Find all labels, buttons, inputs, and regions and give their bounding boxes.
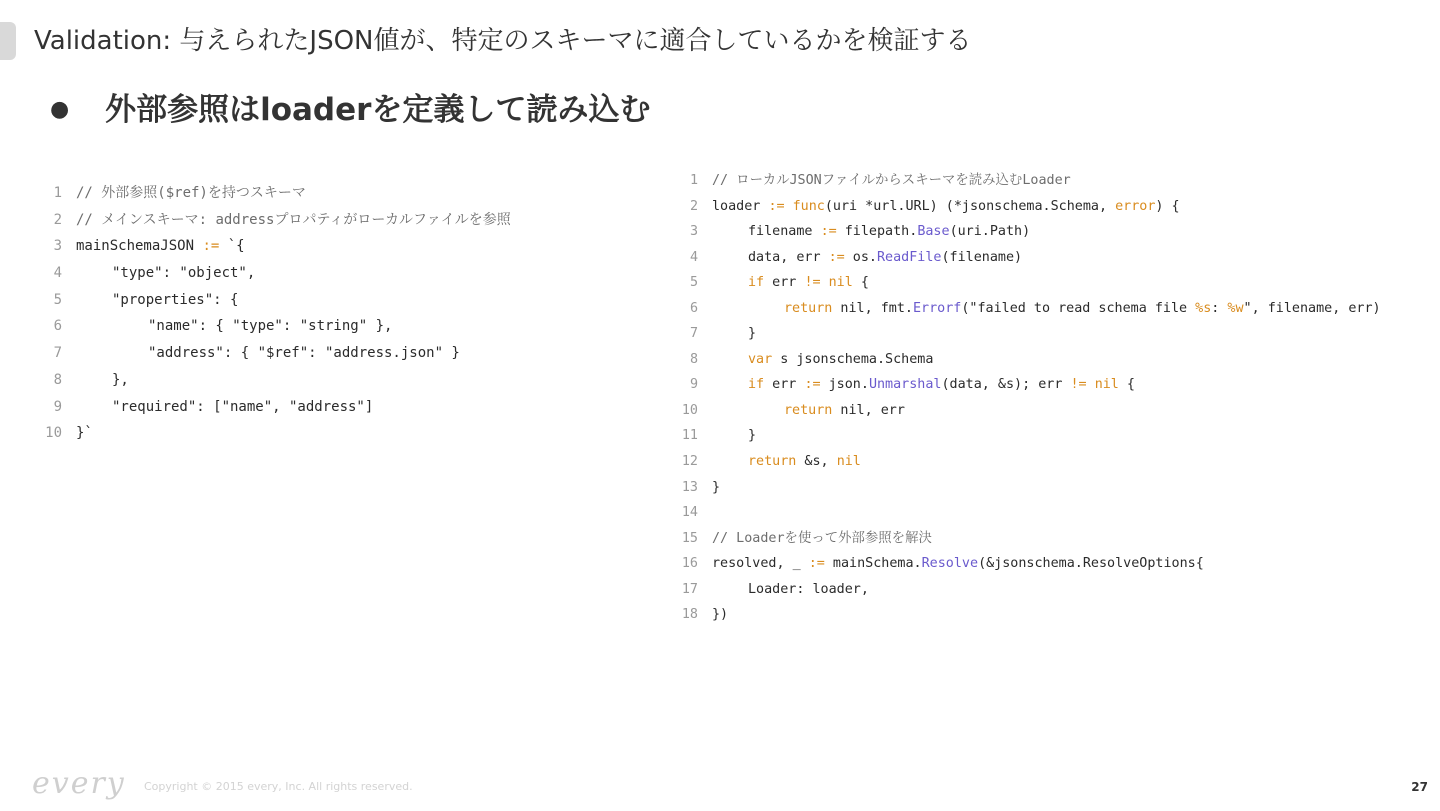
line-number: 7	[689, 326, 698, 342]
page-number: 27	[1411, 780, 1428, 794]
line-number: 9	[689, 377, 698, 393]
copyright-text: Copyright © 2015 every, Inc. All rights reserved.	[144, 780, 413, 793]
code-token: nil	[1094, 377, 1119, 393]
code-token: // メインスキーマ: addressプロパティがローカルファイルを参照	[76, 211, 511, 228]
code-token: data, err	[748, 249, 829, 265]
bullet-point	[50, 88, 650, 132]
line-number: 10	[45, 425, 62, 442]
code-token: Unmarshal	[868, 377, 942, 393]
code-token: resolved, _	[712, 556, 809, 572]
code-line	[662, 168, 1422, 194]
code-token: var	[748, 351, 773, 367]
line-number: 5	[689, 275, 698, 291]
code-line	[662, 245, 1422, 271]
code-token: loader	[712, 198, 769, 214]
line-number: 18	[681, 607, 698, 623]
code-token: :=	[808, 556, 825, 572]
code-token: ReadFile	[877, 249, 942, 265]
line-number: 1	[689, 173, 698, 188]
code-token: :=	[828, 249, 845, 265]
code-line	[26, 420, 626, 447]
code-token: :=	[804, 377, 821, 393]
code-token: }	[712, 479, 721, 495]
code-line	[662, 500, 1422, 526]
code-token: Base	[917, 224, 950, 240]
code-token: err	[764, 275, 805, 291]
code-block-loader	[662, 168, 1422, 628]
line-number: 2	[53, 211, 62, 228]
code-line	[662, 602, 1422, 628]
code-line	[662, 296, 1422, 322]
code-token: },	[112, 371, 129, 388]
code-line	[662, 526, 1422, 552]
code-line	[662, 449, 1422, 475]
line-number: 10	[681, 402, 698, 418]
code-token: }`	[76, 425, 93, 442]
line-number: 5	[53, 291, 62, 308]
code-block-main-schema	[26, 180, 626, 447]
code-token	[1087, 377, 1095, 392]
code-line	[662, 270, 1422, 296]
bullet-marker: ●	[50, 97, 70, 122]
line-number: 8	[53, 371, 62, 388]
code-token: :=	[202, 238, 220, 255]
code-token: return	[748, 454, 797, 470]
code-token: `{	[219, 238, 245, 255]
code-line	[26, 340, 626, 367]
code-token: nil, err	[832, 402, 905, 418]
code-token: (&jsonschema.ResolveOptions{	[978, 556, 1204, 572]
line-number: 15	[681, 530, 698, 546]
code-token: !=	[804, 275, 821, 291]
code-token	[821, 275, 829, 290]
code-token: (data, &s); err	[941, 377, 1071, 393]
code-token: ("failed to read schema file	[961, 300, 1196, 316]
code-token: &s,	[796, 454, 837, 470]
code-line	[662, 219, 1422, 245]
code-line	[26, 313, 626, 340]
code-token: }	[748, 326, 757, 342]
title-accent-tab	[0, 22, 16, 60]
line-number: 4	[53, 265, 62, 282]
line-number: 11	[681, 428, 698, 444]
line-number: 6	[689, 300, 698, 316]
code-line	[662, 372, 1422, 398]
code-line	[26, 180, 626, 207]
line-number: 8	[689, 351, 698, 367]
slide-title: Validation: 与えられたJSON値が、特定のスキーマに適合しているかを検証する	[34, 26, 972, 56]
code-token: (uri.Path)	[949, 224, 1031, 240]
code-token: mainSchemaJSON	[76, 238, 203, 255]
code-token: if	[748, 275, 765, 291]
code-token: "required": ["name", "address"]	[112, 398, 374, 415]
code-token: error	[1115, 198, 1156, 214]
company-logo: every	[32, 766, 126, 801]
line-number: 14	[681, 505, 698, 521]
code-token: :=	[820, 224, 837, 240]
code-line	[662, 423, 1422, 449]
code-token: %s	[1195, 300, 1212, 316]
code-token: {	[1118, 377, 1135, 393]
code-token: return	[784, 402, 833, 418]
code-line	[662, 347, 1422, 373]
line-number: 3	[53, 238, 62, 255]
code-token: return	[784, 300, 833, 316]
code-token: :=	[768, 198, 785, 214]
code-token: // ローカルJSONファイルからスキーマを読み込むLoader	[712, 173, 1071, 188]
code-token	[785, 199, 793, 214]
code-token: {	[852, 275, 869, 291]
line-number: 6	[53, 318, 62, 335]
code-line	[26, 207, 626, 234]
code-line	[26, 287, 626, 314]
code-token: "type": "object",	[112, 265, 256, 282]
code-line	[26, 233, 626, 260]
code-token: !=	[1070, 377, 1087, 393]
code-token: err	[764, 377, 805, 393]
line-number: 17	[681, 581, 698, 597]
code-token: Resolve	[921, 556, 979, 572]
code-line	[662, 551, 1422, 577]
code-token: func	[792, 198, 825, 214]
code-line	[662, 398, 1422, 424]
code-token: Errorf	[913, 300, 962, 316]
code-token: ) {	[1155, 198, 1180, 214]
code-token: nil	[828, 275, 853, 291]
code-token: })	[712, 607, 729, 623]
line-number: 7	[53, 345, 62, 362]
code-line	[662, 577, 1422, 603]
line-number: 16	[681, 556, 698, 572]
code-token: // 外部参照($ref)を持つスキーマ	[76, 185, 306, 201]
bullet-text: 外部参照はloaderを定義して読み込む	[105, 92, 651, 128]
code-token: "name": { "type": "string" },	[148, 318, 393, 335]
code-token: "properties": {	[112, 291, 239, 308]
code-token: filename	[748, 224, 821, 240]
code-token: json.	[820, 377, 869, 393]
code-token: }	[748, 428, 757, 444]
code-line	[662, 194, 1422, 220]
code-line	[26, 394, 626, 421]
code-token: nil	[836, 454, 861, 470]
code-token: filepath.	[836, 224, 918, 240]
code-token: (uri *url.URL) (*jsonschema.Schema,	[824, 198, 1116, 214]
code-token: (filename)	[941, 249, 1023, 265]
line-number: 1	[53, 185, 62, 201]
code-token: nil, fmt.	[832, 300, 913, 316]
code-line	[662, 475, 1422, 501]
code-token: s jsonschema.Schema	[772, 351, 934, 367]
code-token: // Loaderを使って外部参照を解決	[712, 530, 932, 546]
code-line	[26, 367, 626, 394]
line-number: 3	[689, 224, 698, 240]
line-number: 12	[681, 454, 698, 470]
line-number: 4	[689, 249, 698, 265]
code-token: :	[1211, 300, 1228, 316]
code-line	[662, 321, 1422, 347]
code-line	[26, 260, 626, 287]
code-token: ", filename, err)	[1243, 300, 1381, 316]
code-token: Loader: loader,	[748, 581, 869, 597]
code-token: %w	[1227, 300, 1244, 316]
code-token: if	[748, 377, 765, 393]
line-number: 2	[689, 198, 698, 214]
code-token: os.	[844, 249, 877, 265]
code-token: mainSchema.	[824, 556, 922, 572]
code-token: "address": { "$ref": "address.json" }	[148, 345, 460, 362]
line-number: 13	[681, 479, 698, 495]
line-number: 9	[53, 398, 62, 415]
